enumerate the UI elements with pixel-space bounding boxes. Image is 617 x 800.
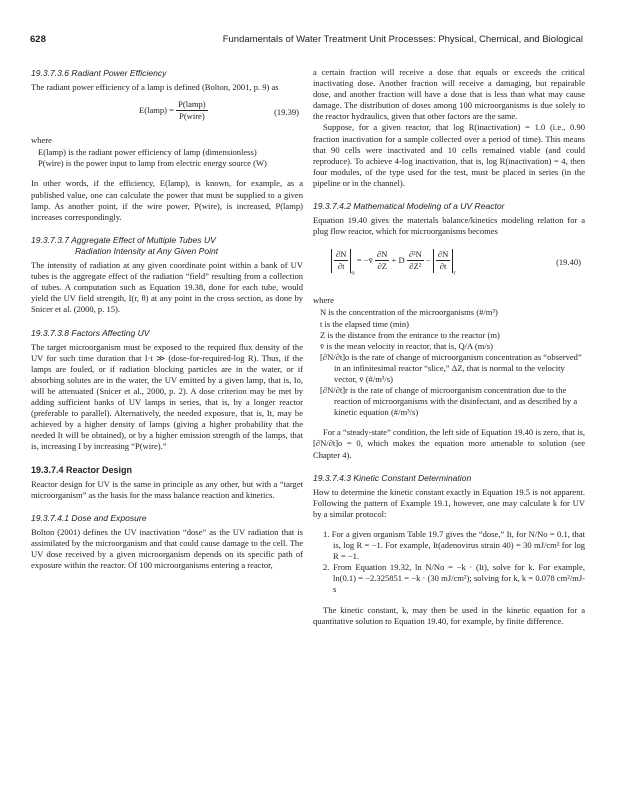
equation-fraction: [176, 99, 208, 122]
equation-fraction: [375, 249, 389, 272]
equation-numerator: ∂N: [375, 249, 389, 261]
definition-item: E(lamp) is the radiant power efficiency of lamp (dimensionless): [38, 147, 257, 158]
left-column: [31, 68, 303, 571]
equation-operator: −: [425, 255, 431, 266]
where-label: where: [313, 295, 334, 306]
section-heading-aggregate-effect-line2: Radiation Intensity at Any Given Point: [75, 245, 219, 256]
equation-lhs: E(lamp) =: [139, 105, 174, 116]
definition-item: N is the concentration of the microorganisms (#/m³): [320, 307, 498, 318]
section-heading-aggregate-effect: 19.3.7.3.7 Aggregate Effect of Multiple Tubes UV: [31, 234, 216, 245]
paragraph: The radiant power efficiency of a lamp is defined (Bolton, 2001, p. 9) as: [31, 82, 279, 93]
definition-list: [313, 307, 585, 418]
equation-19-39: [31, 97, 303, 131]
paragraph: Suppose, for a given reactor, that log R(inactivation) = 1.0 (i.e., 0.90 fraction inactivation for a sample collected over a period of time). This means that 90 cells were inactivated and 10 cells remained viable (and could reproduce). To achieve 4-log inactivation, that is, log R(inactivation) = 4, then four modules, of the type used for the test, must be placed in series (in the pipeline or in the channel).: [313, 122, 585, 188]
equation-number: (19.40): [556, 257, 581, 268]
definition-item: Z is the distance from the entrance to the reactor (m): [320, 329, 500, 340]
equation-subscript: r: [453, 269, 456, 277]
definition-item: t is the elapsed time (min): [320, 318, 410, 329]
equation-denominator: ∂Z²: [409, 261, 422, 272]
running-title: Fundamentals of Water Treatment Unit Processes: Physical, Chemical, and Biological: [222, 34, 583, 45]
equation-denominator: ∂Z: [377, 261, 387, 272]
paragraph: Bolton (2001) defines the UV inactivation “dose” as the UV radiation that is assimilated by the microorganism and that could cause damage to the cell. The UV dose received by a given microorganism depends on its specific path of exposure within the reactor. Of 100 microorganisms entering a reactor,: [31, 526, 303, 571]
section-heading-dose-and-exposure: 19.3.7.4.1 Dose and Exposure: [31, 512, 147, 523]
equation-bracket: [433, 249, 453, 272]
equation-fraction: [334, 249, 348, 272]
equation-denominator: ∂t: [337, 261, 345, 272]
definition-item: [∂N/∂t]r is the rate of change of microorganism concentration due to the reaction of microorganisms with the disinfectant, and as described by a kinetic equation (#/m³/s): [320, 385, 578, 418]
paragraph: In other words, if the efficiency, E(lamp), is known, for example, as a published value, one can calculate the power that must be supplied to a given lamp. As another point, if the wire power, P(wire), is increased, P(lamp) increases correspondingly.: [31, 178, 303, 222]
where-label: where: [31, 135, 52, 146]
paragraph: How to determine the kinetic constant exactly in Equation 19.5 is not apparent. Following the pattern of Example 19.1, however, one may calculate k for UV by a similar protocol:: [313, 486, 585, 519]
equation-operator: + D: [391, 255, 405, 266]
paragraph: a certain fraction will receive a dose that equals or exceeds the critical inactivating dose. Another fraction will receive a damaging, but repairable dose, and another fraction will have a dose that is less than what may cause damage. The distribution of doses among 100 microorganisms is due solely to the reactor hydraulics, given that other factors are the same.: [313, 67, 585, 122]
equation-subscript: o: [351, 269, 355, 277]
section-heading-factors-affecting-uv: 19.3.7.3.8 Factors Affecting UV: [31, 327, 150, 338]
equation-number: (19.39): [274, 107, 299, 118]
section-heading-reactor-design: 19.3.7.4 Reactor Design: [31, 464, 133, 475]
protocol-steps: [313, 529, 585, 596]
paragraph: Equation 19.40 gives the materials balance/kinetics modeling relation for a plug flow reactor, which for microorganisms becomes: [313, 215, 585, 237]
definition-list: [31, 147, 303, 169]
equation-denominator: ∂t: [439, 261, 447, 272]
equation-numerator: ∂N: [436, 249, 450, 261]
equation-denominator: P(wire): [179, 111, 205, 122]
paragraph: The kinetic constant, k, may then be used in the kinetic equation for a quantitative solution to Equation 19.40, for example, by finite difference.: [313, 604, 585, 626]
paragraph: Reactor design for UV is the same in principle as any other, but with a “target microorganism” as the basis for the mass balance reaction and kinetics.: [31, 478, 303, 500]
equation-fraction: [407, 249, 424, 272]
list-item: 2. From Equation 19.32, ln N/No = −k · (It), solve for k. For example, ln(0.1) = −2.325851 = −k · (30 mJ/cm²); solving for k, k = 0.078 cm²/mJ-s: [323, 562, 585, 595]
paragraph: The target microorganism must be exposed to the required flux density of the UV for such time duration that I·t ≫ (dose-for-required-log R). Thus, if the lamps are fouled, or if radiation blocking particles are in the water, or if absorbing solutes are in the water, the UV emitted by a given lamp, that is, Io, will be attenuated (Snicer et al., 2000, p. 2). A dose criterion may be met by adding sufficient banks of UV lamps in series, that is, by a longer reactor (preferable to parallel). Alternatively, the needed exposure, that is, It, may be achieved by a higher density of lamps (giving a higher probability that the needed It will be obtained), or by a higher emission strength of the lamps, that is, increasing I by increasing “P(wire).”: [31, 341, 303, 452]
equation-numerator: ∂²N: [407, 249, 424, 261]
paragraph: For a “steady-state” condition, the left side of Equation 19.40 is zero, that is, [∂N/∂t]o = 0, which makes the equation more amenable to solution (see Chapter 4).: [313, 427, 585, 460]
section-heading-mathematical-modeling: 19.3.7.4.2 Mathematical Modeling of a UV Reactor: [313, 201, 505, 212]
equation-numerator: P(lamp): [176, 99, 208, 111]
equation-fraction: [436, 249, 450, 272]
equation-operator: = −v̄: [356, 255, 373, 266]
definition-item: P(wire) is the power input to lamp from electric energy source (W): [38, 158, 267, 169]
section-heading-kinetic-constant: 19.3.7.4.3 Kinetic Constant Determination: [313, 472, 472, 483]
equation-19-40: [313, 245, 585, 291]
definition-item: [∂N/∂t]o is the rate of change of microorganism concentration as “observed” in an infinitesimal reactor “slice,” ΔZ, that is normal to the velocity vector, v̄ (#/m³/s): [320, 351, 582, 384]
right-column: [313, 67, 585, 627]
equation-numerator: ∂N: [334, 249, 348, 261]
list-item: 1. For a given organism Table 19.7 gives the “dose,” It, for N/No = 0.1, that is, log R = −1. For example, It(adenovirus strain 40) = 30 mJ/cm² for log R = −1.: [323, 529, 585, 562]
definition-item: v̄ is the mean velocity in reactor, that is, Q/A (m/s): [320, 340, 493, 351]
page-number: 628: [30, 34, 46, 45]
section-heading-radiant-power-efficiency: 19.3.7.3.6 Radiant Power Efficiency: [31, 68, 167, 78]
paragraph: The intensity of radiation at any given coordinate point within a bank of UV tubes is the aggregate effect of the radiation “field” resulting from a collection of tubes. A computation such as Equation 19.38, done for each tube, would yield the UV field strength, I(r, θ) at any point in the cross section, as done by Snicer et al. (2000, p. 15).: [31, 260, 303, 315]
equation-bracket: [331, 249, 351, 272]
